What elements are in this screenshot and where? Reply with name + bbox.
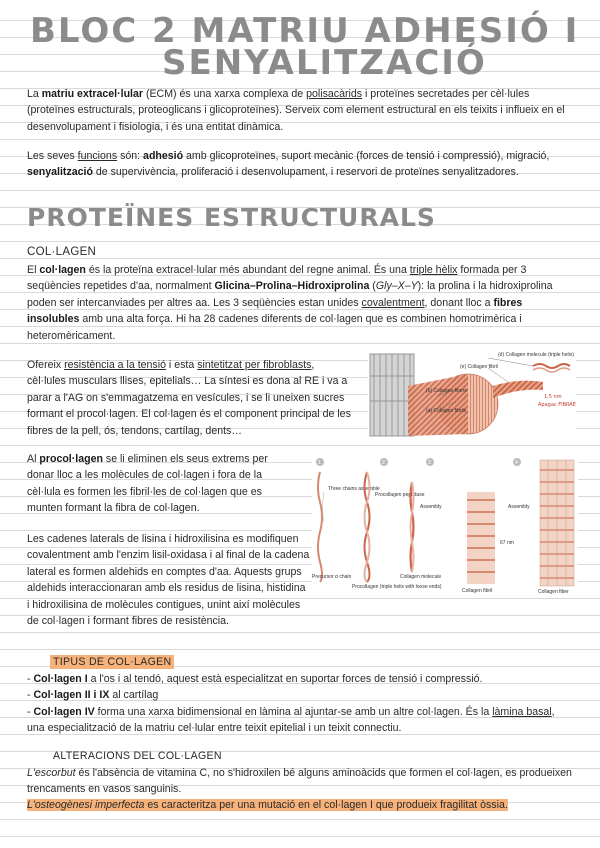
svg-text:2: 2 [382,460,385,466]
muscle-fiber-background [370,354,414,436]
fig1-label-fibril: (e) Collagen fibril [460,364,498,370]
fig2-bottom-2: Procollagen (triple helix with loose ends) [352,584,442,590]
intro-paragraph-1: La matriu extracel·lular (ECM) és una xarxa complexa de polisacàrids i proteïnes secretades per cèl·lules (proteïnes estructurals, proteoglicans i glicoproteïnes). Serveix com element estructural en els teixits i influeix en el desenvolupament i fisiologia, i és una entitat dinàmica. [27,88,565,133]
collagen-paragraph-4: Les cadenes laterals de lisina i hidroxilisina es modifiquen covalentment amb l'enzim lisil-oxidasa i al final de la cadena lateral es formen aldehids en comptes d'aa. Aquests grups aldehids interaccionaran amb els residus de lisina, histidina i hidroxilisina de molècules contigues, unint així molècules de col·lagen i formant fibres de resistència. [27,533,310,628]
fig2-bottom-4: Collagen fibril [462,588,493,594]
collagen-fibril-drawing [467,492,495,584]
collagen-fiber-drawing [540,460,574,586]
fig1-label-fibers: (b) Collagen fibers [426,388,467,394]
fig2-step2-label: Procollagen peptidase [375,492,425,498]
alteracions-paragraph-2: L'osteogènesi imperfecta es caracteritza per una mutació en el col·lagen I que produeix fragilitat òssia. [27,799,508,811]
page-title-line-2 [162,43,487,83]
fig2-step1-label: Three chains assemble [328,486,380,492]
collagen-structure-figure [368,346,576,442]
tipus-item-1: - Col·lagen I a l'os i al tendó, aquest està especialitzat en suportar forces de tensió i compressió. [27,673,483,685]
fig1-handnote-3: Apagac FIBRAE [538,402,576,408]
fig1-label-fibrils: (a) Collagen fibrils [426,408,467,414]
section-heading: PROTEÏNES ESTRUCTURALS [27,203,436,232]
collagen-subheading: COL·LAGEN [27,246,97,258]
intro-paragraph-2: Les seves funcions són: adhesió amb glicoproteïnes, suport mecànic (forces de tensió i compressió), migració, senyalització de supervivència, proliferació i desenvolupament, i reservori de proteïnes senyalitzadores. [27,150,550,179]
fig1-handnote-1: 1,5 nm [544,394,562,400]
tipus-item-3: - Col·lagen IV forma una xarxa bidimensional en làmina al ajuntar-se amb un altre col·lagen. És la làmina basal, una especialització de la matriu cel·lular entre teixit epitelial i un teixit connectiu. [27,705,555,735]
fig1-label-molecule: (d) Collagen molecule (triple helix) [498,352,574,358]
tipus-list [27,671,572,737]
tipus-item-2: - Col·lagen II i IX al cartílag [27,689,159,702]
fig2-bottom-1: Precursor α chain [312,574,352,580]
fig2-measure: 67 nm [500,540,514,546]
title-line-1: BLOC 2 MATRIU ADHESIÓ I [30,11,580,51]
fig2-bottom-3: Collagen molecule [400,574,442,580]
svg-text:3: 3 [428,460,431,466]
tipus-heading: TIPUS DE COL·LAGEN [50,655,174,669]
alteracions-paragraph-1: L'escorbut és l'absència de vitamina C, no s'hidroxilen bé alguns aminoàcids que formen el col·lagen, es produeixen trencaments en vasos sanguinis. [27,767,572,796]
svg-text:1: 1 [318,460,321,466]
fig2-step3-label: Assembly [420,504,442,510]
fig2-bottom-5: Collagen fiber [538,589,569,594]
title-line-2: SENYALITZACIÓ [162,43,487,83]
collagen-paragraph-1: El col·lagen és la proteïna extracel·lular més abundant del regne animal. És una triple hèlix formada per 3 seqüències repetides d'aa, normalment Glicina–Prolina–Hidroxiprolina (Gly–X–Y): la prolina i la hidroxiprolina poden ser intercanviades per altres aa. Les 3 seqüències estan unides covalentment, donant lloc a fibres insolubles amb una alta força. Hi ha 28 cadenes diferents de col·lagen que es combinen homotrimèrica i heteromèricament. [27,264,553,342]
svg-text:4: 4 [515,460,518,466]
alteracions-heading: ALTERACIONS DEL COL·LAGEN [53,750,222,762]
collagen-paragraph-3: Al procol·lagen se li eliminen els seus extrems per donar lloc a les molècules de col·lagen i fora de la cèl·lula es formen les fibril·les de col·lagen que es munten formant la fibra de col·lagen. [27,453,268,515]
collagen-paragraph-2: Ofereix resistència a la tensió i esta sintetitzat per fibroblasts, cèl·lules musculars llises, epitelials… La síntesi es dona al RE i va a parar a l'AG on s'emmagatzema en vesícules, i se li uneixen sucres formant el procol·lagen. El col·lagen és el component principal de les fibres de la pell, ós, tendons, cartílag, dents… [27,359,351,437]
fig2-step4-label: Assembly [508,504,530,510]
collagen-assembly-figure [312,452,578,594]
